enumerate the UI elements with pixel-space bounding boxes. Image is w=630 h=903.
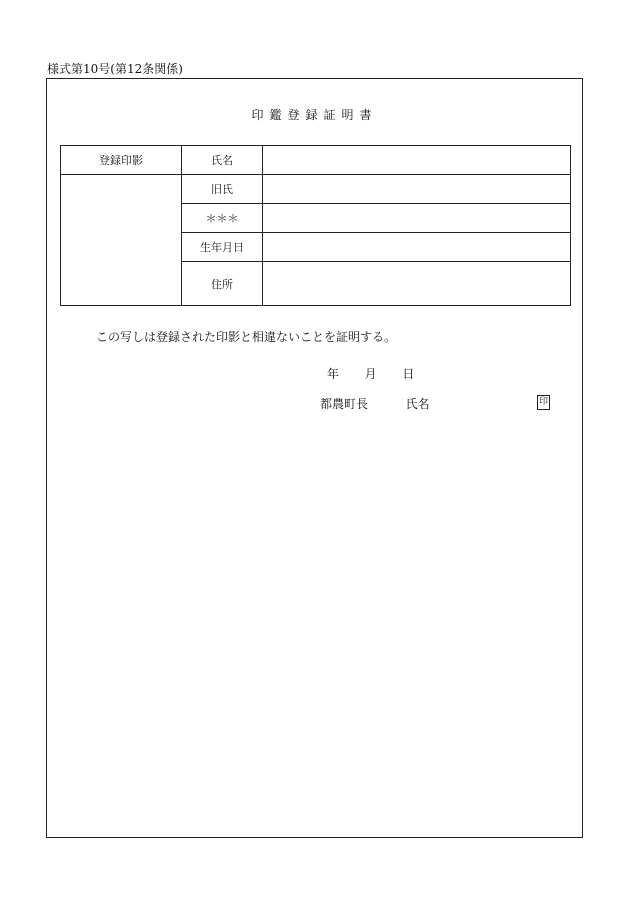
birth-date-label: 生年月日 xyxy=(182,233,263,262)
name-label: 氏名 xyxy=(182,146,263,175)
masked-value xyxy=(263,204,571,233)
seal-mark: 印 xyxy=(537,395,550,410)
registration-table xyxy=(60,145,571,306)
masked-label: ＊＊＊ xyxy=(182,204,263,233)
issuer-name-label: 氏名 xyxy=(405,397,430,411)
certificate-frame xyxy=(46,78,583,838)
date-line xyxy=(327,365,414,382)
table-row xyxy=(61,175,571,204)
former-surname-value xyxy=(263,175,571,204)
month-label: 月 xyxy=(364,367,377,381)
certification-statement: この写しは登録された印影と相違ないことを証明する。 xyxy=(96,330,397,344)
table-row xyxy=(61,146,571,175)
address-value xyxy=(263,262,571,306)
seal-impression-area xyxy=(61,175,182,306)
birth-date-value xyxy=(263,233,571,262)
seal-impression-header: 登録印影 xyxy=(61,146,182,175)
address-label: 住所 xyxy=(182,262,263,306)
year-label: 年 xyxy=(327,367,340,381)
name-value xyxy=(263,146,571,175)
form-number: 様式第10号(第12条関係) xyxy=(47,62,183,76)
document-title: 印鑑登録証明書 xyxy=(251,108,378,122)
issuer-title: 都農町長 xyxy=(320,397,369,411)
issuer-line xyxy=(320,395,430,412)
former-surname-label: 旧氏 xyxy=(182,175,263,204)
day-label: 日 xyxy=(402,367,415,381)
